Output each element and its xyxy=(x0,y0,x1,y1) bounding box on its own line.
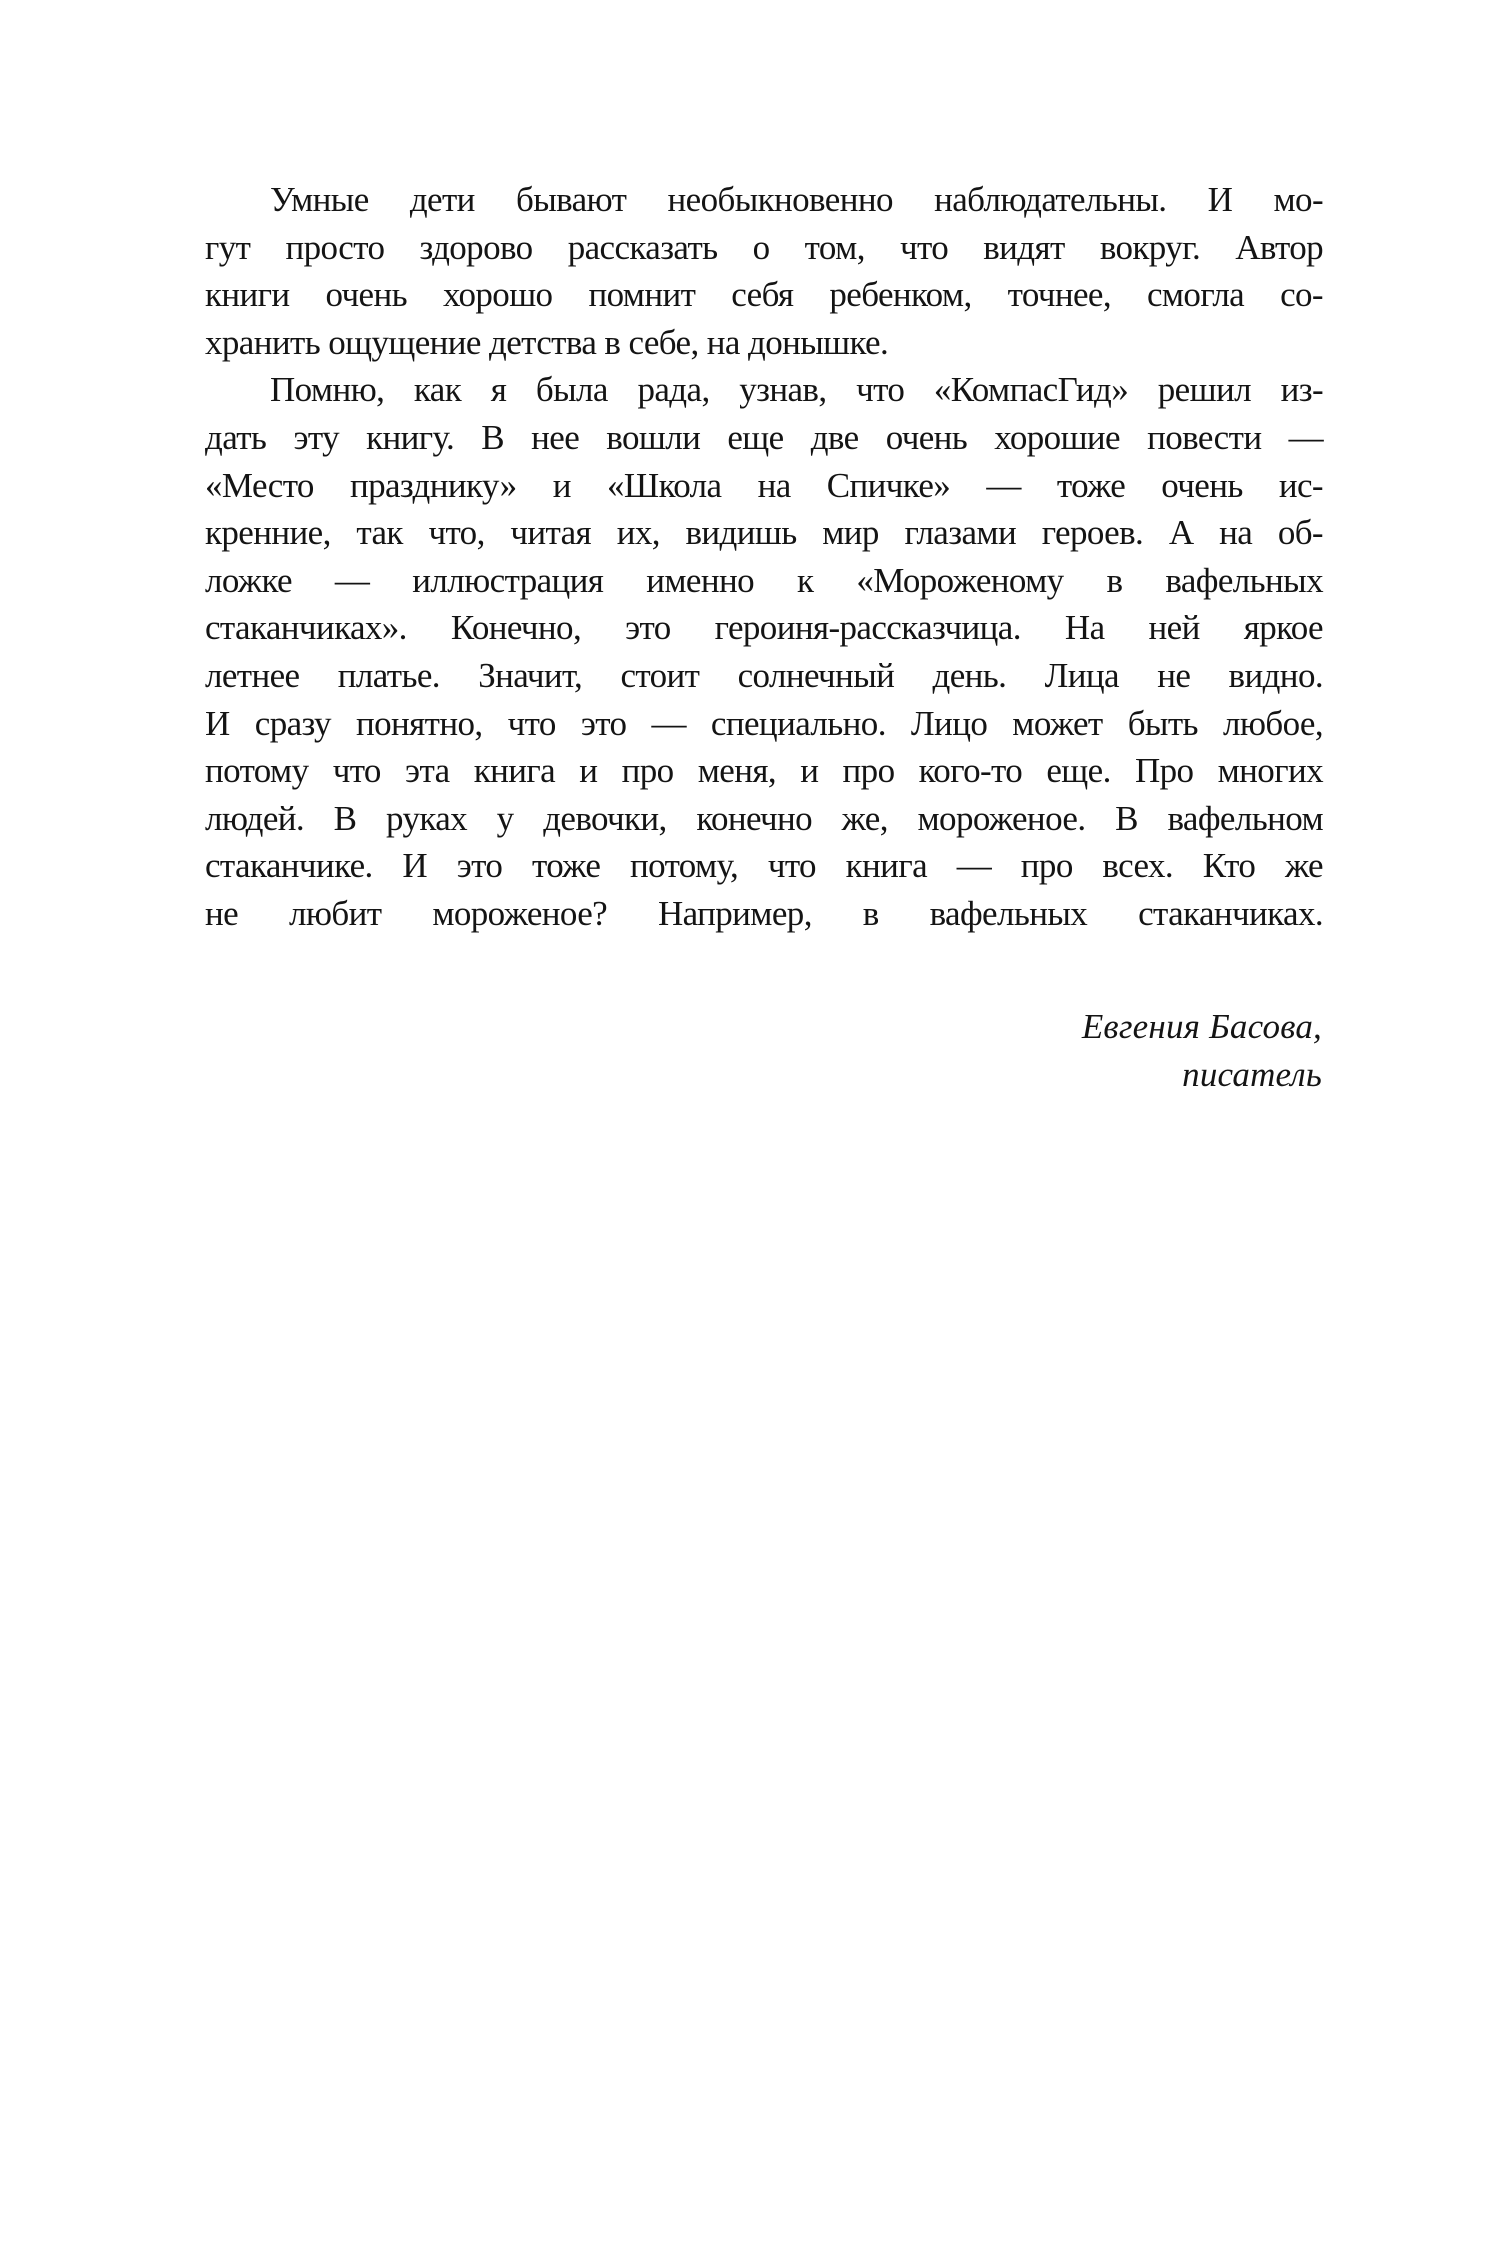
paragraph-2-line-9: потому что эта книга и про меня, и про кого-то еще. Про многих xyxy=(205,751,1323,791)
signature-role: писатель xyxy=(1182,1055,1322,1094)
paragraph-1-line-1: Умные дети бывают необыкновенно наблюдательны. И мо- xyxy=(270,180,1323,219)
paragraph-2-line-3: «Место празднику» и «Школа на Спичке» — тоже очень ис- xyxy=(205,465,1323,505)
paragraph-1-line-2: гут просто здорово рассказать о том, что видят вокруг. Автор xyxy=(205,227,1323,267)
paragraph-2-line-1: Помню, как я была рада, узнав, что «КомпасГид» решил из- xyxy=(270,370,1323,410)
paragraph-2-line-11: стаканчике. И это тоже потому, что книга — про всех. Кто же xyxy=(205,846,1323,886)
paragraph-2-line-4: кренние, так что, читая их, видишь мир глазами героев. А на об- xyxy=(205,513,1323,553)
paragraph-2-line-10: людей. В руках у девочки, конечно же, мороженое. В вафельном xyxy=(205,798,1323,838)
paragraph-2-line-2: дать эту книгу. В нее вошли еще две очень хорошие повести — xyxy=(205,417,1323,457)
paragraph-2-line-5: ложке — иллюстрация именно к «Мороженому в вафельных xyxy=(205,560,1323,600)
body-text xyxy=(205,176,1323,938)
paragraph-2-line-8: И сразу понятно, что это — специально. Лицо может быть любое, xyxy=(205,703,1323,743)
paragraph-2-line-7: летнее платье. Значит, стоит солнечный день. Лица не видно. xyxy=(205,655,1323,695)
paragraph-1-line-3: книги очень хорошо помнит себя ребенком, точнее, смогла со- xyxy=(205,275,1323,315)
paragraph-1-line-4: хранить ощущение детства в себе, на донышке. xyxy=(205,322,889,362)
paragraph-2-line-6: стаканчиках». Конечно, это героиня-рассказчица. На ней яркое xyxy=(205,608,1323,648)
paragraph-2-line-12: не любит мороженое? Например, в вафельных стаканчиках. xyxy=(205,893,1323,933)
signature xyxy=(1082,1003,1322,1099)
signature-name: Евгения Басова, xyxy=(1081,1007,1322,1046)
